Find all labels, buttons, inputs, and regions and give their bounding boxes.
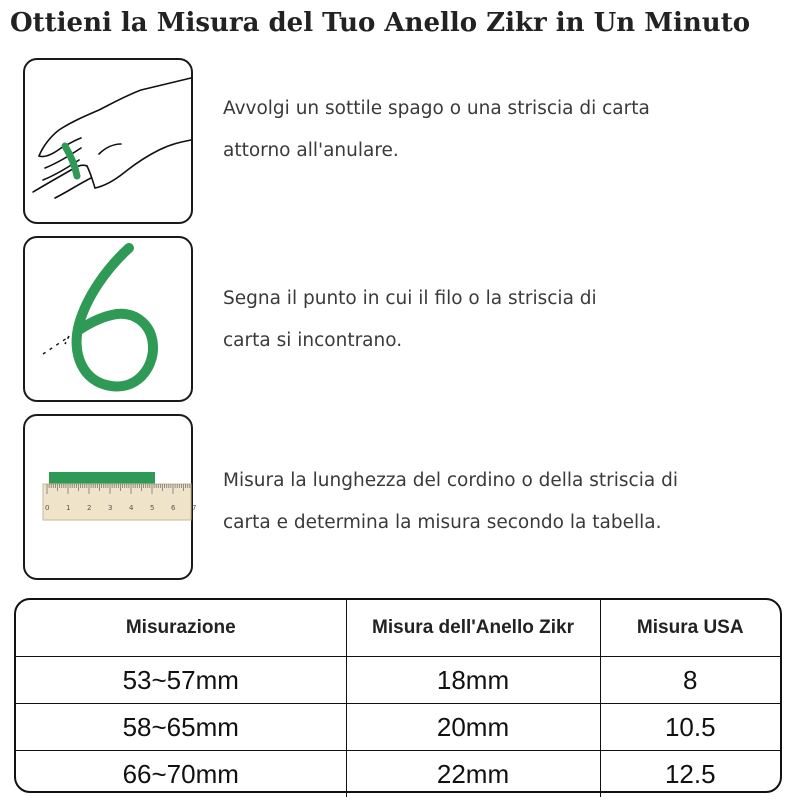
- ruler-number: 3: [108, 504, 113, 512]
- cell-ring-size: 20mm: [346, 704, 600, 751]
- step-2-text: [223, 278, 783, 362]
- header-measurement: Misurazione: [16, 600, 346, 657]
- step-3-line-2: carta e determina la misura secondo la tabella.: [223, 512, 662, 533]
- table-row: [16, 657, 780, 704]
- ruler-number: 6: [171, 504, 176, 512]
- step-1-text: [223, 88, 783, 172]
- cell-measurement: 53~57mm: [16, 657, 346, 704]
- step-3-line-1: Misura la lunghezza del cordino o della striscia di: [223, 470, 678, 491]
- step-3-illustration: [23, 414, 197, 580]
- table-row: [16, 751, 780, 798]
- cell-us-size: 12.5: [600, 751, 780, 798]
- ruler-number: 2: [87, 504, 92, 512]
- cell-measurement: 66~70mm: [16, 751, 346, 798]
- table-header-row: [16, 600, 780, 657]
- cell-ring-size: 22mm: [346, 751, 600, 798]
- ruler-number: 4: [129, 504, 134, 512]
- cell-us-size: 8: [600, 657, 780, 704]
- ruler-number: 5: [150, 504, 155, 512]
- step-2-illustration: [23, 236, 193, 402]
- step-1-line-1: Avvolgi un sottile spago o una striscia di carta: [223, 98, 650, 119]
- ruler-number: 1: [66, 504, 71, 512]
- string-loop-icon: [25, 238, 191, 400]
- step-3-text: [223, 460, 783, 544]
- cell-us-size: 10.5: [600, 704, 780, 751]
- header-ring-size: Misura dell'Anello Zikr: [346, 600, 600, 657]
- ruler-measure-icon: [25, 416, 197, 578]
- step-2-line-1: Segna il punto in cui il filo o la striscia di: [223, 288, 597, 309]
- step-1-line-2: attorno all'anulare.: [223, 140, 399, 161]
- cell-ring-size: 18mm: [346, 657, 600, 704]
- ruler-body: [43, 484, 191, 520]
- header-us-size: Misura USA: [600, 600, 780, 657]
- paper-strip: [49, 472, 155, 484]
- cell-measurement: 58~65mm: [16, 704, 346, 751]
- step-1-illustration: [23, 58, 193, 224]
- page-title: Ottieni la Misura del Tuo Anello Zikr in Un Minuto: [10, 8, 751, 38]
- table-row: [16, 704, 780, 751]
- ruler-number: 0: [45, 504, 50, 512]
- ruler-number: 7: [192, 504, 197, 512]
- step-2-line-2: carta si incontrano.: [223, 330, 403, 351]
- hand-with-ring-icon: [25, 60, 191, 222]
- size-table: [14, 598, 782, 793]
